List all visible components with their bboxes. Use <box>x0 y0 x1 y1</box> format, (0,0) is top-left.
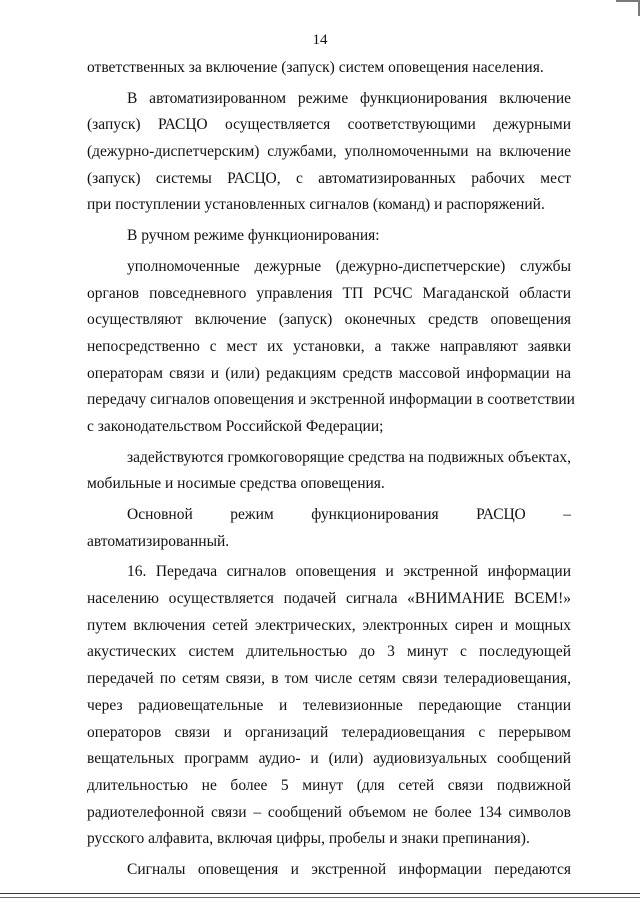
text-line: Основной режим функционирования РАСЦО – <box>127 506 571 523</box>
paragraph-p0 <box>87 55 571 82</box>
text-line: ответственных за включение (запуск) систем оповещения населения. <box>87 59 544 76</box>
text-line: через радиовещательные и телевизионные передающие станции <box>87 696 571 714</box>
text-line: передачу сигналов оповещения и экстренной информации в соответствии <box>87 391 575 409</box>
text-line: русского алфавита, включая цифры, пробелы и знаки препинания). <box>87 830 530 848</box>
text-line: 16. Передача сигналов оповещения и экстренной информации <box>127 563 571 581</box>
document-body <box>87 55 575 884</box>
text-line: (запуск) РАСЦО осуществляется соответствующими дежурными <box>87 116 571 134</box>
text-line: Сигналы оповещения и экстренной информации передаются <box>127 860 571 878</box>
text-line: автоматизированный. <box>87 532 230 550</box>
text-line: непосредственно с мест их установки, а также направляют заявки <box>87 337 571 355</box>
paragraph-p3 <box>87 254 575 441</box>
text-line: с законодательством Российской Федерации; <box>87 417 384 435</box>
text-line: акустических систем длительностью до 3 минут с последующей <box>87 643 571 661</box>
paragraph-p2 <box>87 223 571 250</box>
text-line: населению осуществляется подачей сигнала «ВНИМАНИЕ ВСЕМ!» <box>87 590 571 608</box>
text-line: В автоматизированном режиме функционирования включение <box>127 89 571 107</box>
text-line: путем включения сетей электрических, электронных сирен и мощных <box>87 616 571 634</box>
text-line: радиотелефонной связи – сообщений объемом не более 134 символов <box>87 803 571 821</box>
text-line: при поступлении установленных сигналов (команд) и распоряжений. <box>87 196 545 214</box>
page-number: 14 <box>312 32 328 48</box>
text-line: органов повседневного управления ТП РСЧС Магаданской области <box>87 284 571 302</box>
text-line: передачей по сетям связи, в том числе сетям связи телерадиовещания, <box>87 670 571 688</box>
text-line: (дежурно-диспетчерским) службами, уполномоченными на включение <box>87 143 571 161</box>
text-line: В ручном режиме функционирования: <box>127 227 380 245</box>
scan-corner-mark <box>616 0 640 16</box>
text-line: длительностью не более 5 минут (для сетей связи подвижной <box>87 776 571 794</box>
paragraph-p5 <box>87 502 571 555</box>
text-line: вещательных программ аудио- и (или) аудиовизуальных сообщений <box>87 750 571 768</box>
text-line: операторам связи и (или) редакциям средств массовой информации на <box>87 364 571 382</box>
paragraph-p4 <box>87 445 571 498</box>
paragraph-p1 <box>87 86 571 219</box>
scan-edge-line <box>0 893 640 894</box>
text-line: осуществляют включение (запуск) оконечных средств оповещения <box>87 311 571 329</box>
text-line: задействуются громкоговорящие средства на подвижных объектах, <box>127 448 571 466</box>
scan-edge-line <box>0 897 640 898</box>
text-line: операторов связи и организаций телерадиовещания с перерывом <box>87 723 571 741</box>
text-line: (запуск) системы РАСЦО, с автоматизированных рабочих мест <box>87 169 571 187</box>
paragraph-p7 <box>87 857 571 884</box>
text-line: мобильные и носимые средства оповещения. <box>87 475 385 493</box>
text-line: уполномоченные дежурные (дежурно-диспетчерские) службы <box>127 257 571 275</box>
paragraph-p6 <box>87 559 571 853</box>
